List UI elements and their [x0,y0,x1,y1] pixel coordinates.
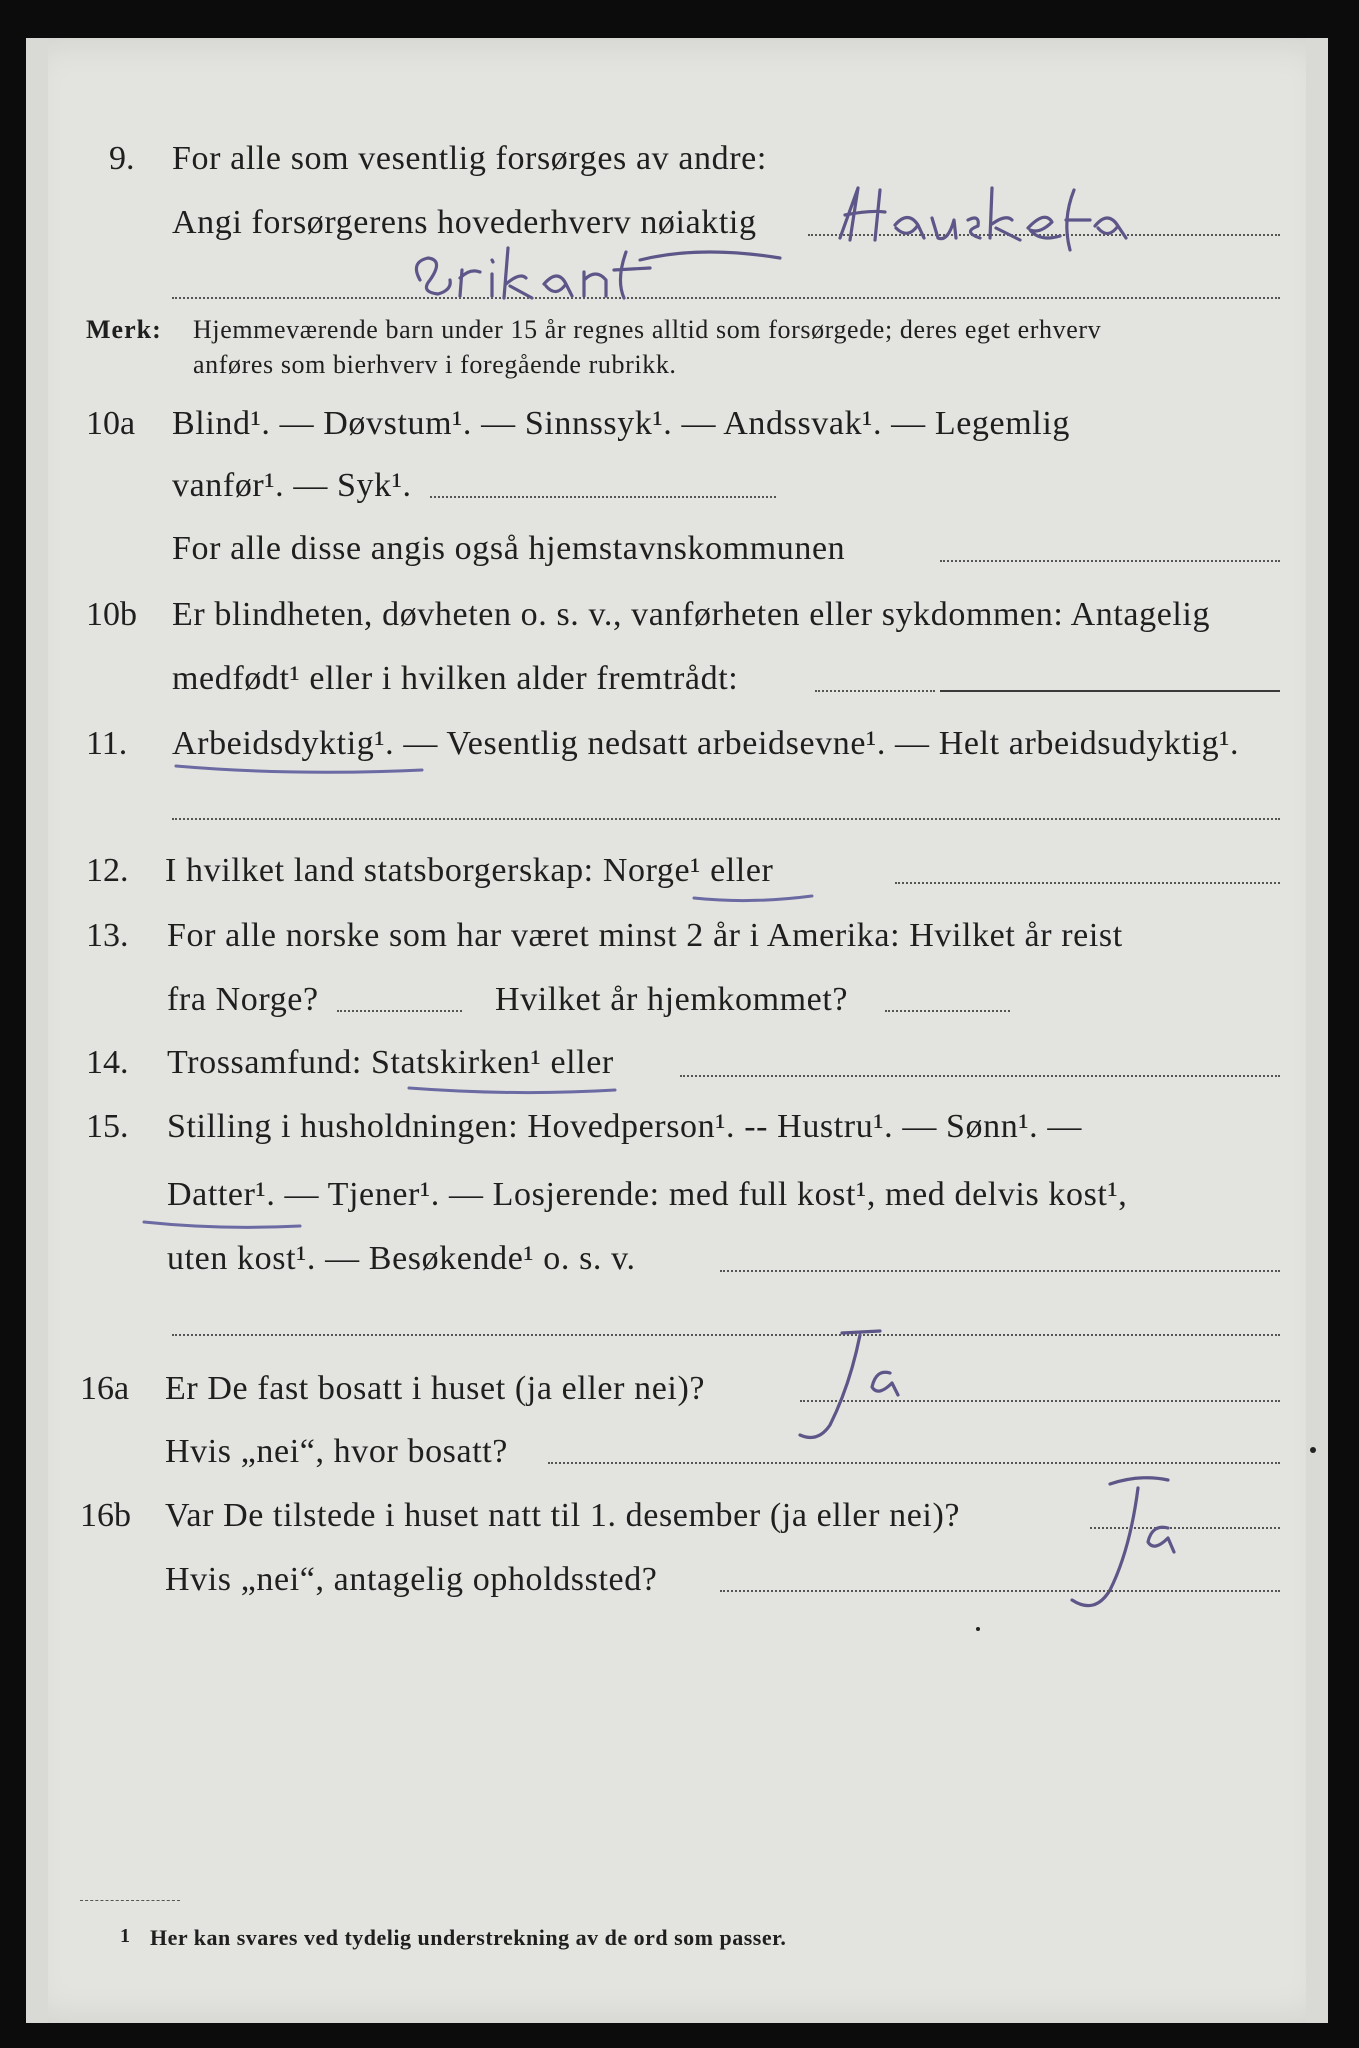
merk-line2: anføres som bierhverv i foregående rubrikk. [193,350,677,379]
q14-line1: Trossamfund: Statskirken¹ eller [167,1044,614,1081]
q16a-number: 16a [80,1370,130,1407]
q13-number: 13. [86,917,129,954]
q12-underline-norge [690,890,820,910]
q16a-line2: Hvis „nei“, hvor bosatt? [165,1433,508,1470]
q13-line2b: Hvilket år hjemkommet? [495,981,849,1018]
q10b-line2: medfødt¹ eller i hvilken alder fremtrådt: [172,660,739,697]
q10b-answer-dots [815,690,935,692]
q16b-number: 16b [80,1497,131,1534]
q15-underline-datter [140,1218,310,1238]
q11-underline-arbeidsdyktig [172,760,432,780]
margin-mark [1310,1447,1316,1453]
q10a-answer-line1 [430,496,776,498]
q11-line1: Arbeidsdyktig¹. — Vesentlig nedsatt arbeidsevne¹. — Helt arbeidsudyktig¹. [172,725,1240,762]
page-edge-right [1306,38,1328,2023]
q15-answer-line2 [172,1334,1280,1336]
footnote-marker: 1 [120,1925,131,1947]
q12-line1: I hvilket land statsborgerskap: Norge¹ eller [165,852,774,889]
footnote-rule [80,1900,180,1901]
q10a-number: 10a [86,405,136,442]
q12-answer-line [895,882,1280,884]
q16a-line1: Er De fast bosatt i huset (ja eller nei)? [165,1370,706,1407]
q16b-handwriting-ja [1050,1470,1230,1630]
q9-number: 9. [109,140,135,177]
q15-line2: Datter¹. — Tjener¹. — Losjerende: med full kost¹, med delvis kost¹, [167,1176,1128,1213]
q9-handwriting-line2 [400,240,820,320]
q15-number: 15. [86,1108,129,1145]
q9-handwriting-line1 [830,180,1250,310]
q10a-answer-line2 [940,560,1280,562]
q10a-line3: For alle disse angis også hjemstavnskommunen [172,530,846,567]
q15-line1: Stilling i husholdningen: Hovedperson¹. -- Hustru¹. — Sønn¹. — [167,1108,1082,1145]
q16b-line2: Hvis „nei“, antagelig opholdssted? [165,1561,658,1598]
q13-answer-hjemkommet [885,1010,1010,1012]
q13-line1: For alle norske som har været minst 2 år i Amerika: Hvilket år reist [167,917,1123,954]
q10b-answer-line [940,690,1280,692]
merk-line1: Hjemmeværende barn under 15 år regnes alltid som forsørgede; deres eget erhverv [193,315,1102,344]
page-edge-left [26,38,48,2023]
q12-number: 12. [86,852,129,889]
q15-line3: uten kost¹. — Besøkende¹ o. s. v. [167,1240,636,1277]
q14-number: 14. [86,1044,129,1081]
q11-number: 11. [86,725,128,762]
q14-underline-statskirken [405,1082,625,1102]
q16b-line1: Var De tilstede i huset natt til 1. desember (ja eller nei)? [165,1497,961,1534]
q10a-line1: Blind¹. — Døvstum¹. — Sinnssyk¹. — Andssvak¹. — Legemlig [172,405,1070,442]
q10a-line2: vanfør¹. — Syk¹. [172,467,412,504]
q16b-answer-line2 [720,1590,1280,1592]
q14-answer-line [680,1075,1280,1077]
q13-answer-reist [337,1010,462,1012]
footnote-text: Her kan svares ved tydelig understrekning av de ord som passer. [150,1925,787,1950]
q16a-answer-line2 [548,1462,1280,1464]
q9-line2: Angi forsørgerens hovederhverv nøiaktig [172,204,757,241]
q13-line2a: fra Norge? [167,981,319,1018]
q9-line1: For alle som vesentlig forsørges av andre: [172,140,767,177]
ink-speck [976,1627,980,1631]
q10b-line1: Er blindheten, døvheten o. s. v., vanførheten eller sykdommen: Antagelig [172,596,1211,633]
q11-answer-line [172,818,1280,820]
q10b-number: 10b [86,596,137,633]
q15-answer-line1 [720,1270,1280,1272]
merk-label: Merk: [86,315,162,344]
q16a-handwriting-ja [780,1325,960,1455]
